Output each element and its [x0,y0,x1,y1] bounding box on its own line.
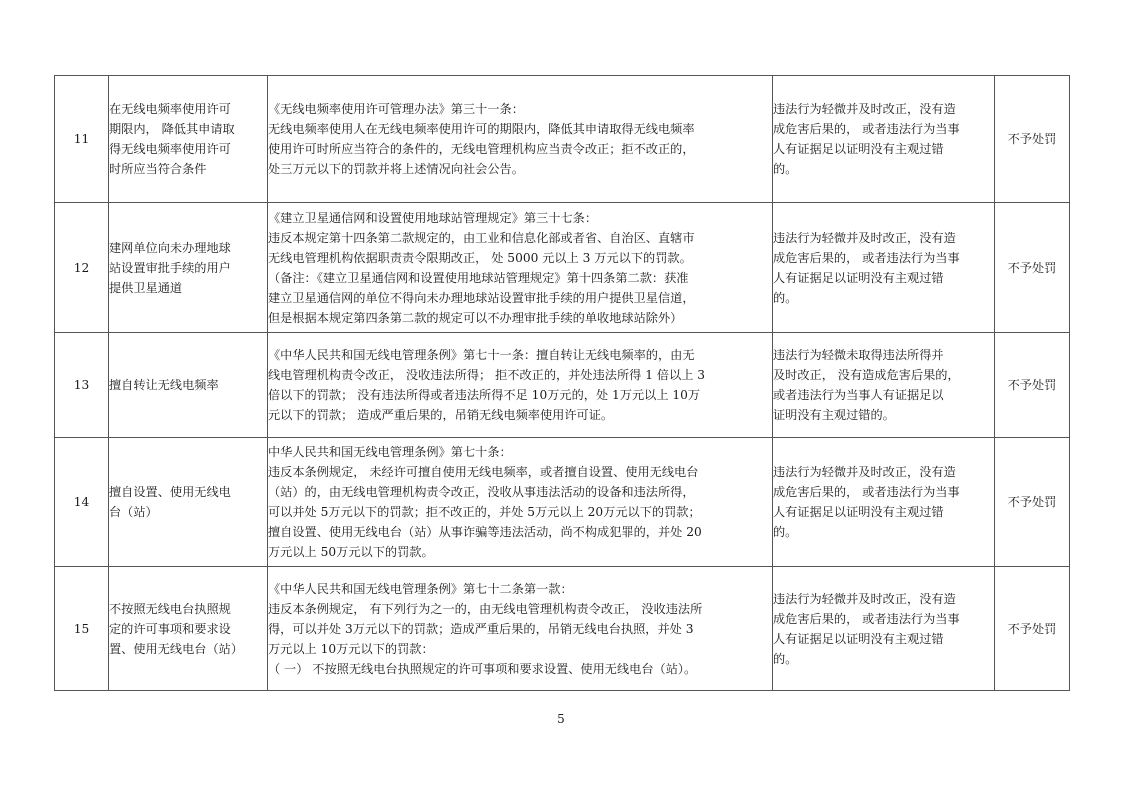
exemption-condition: 违法行为轻微未取得违法所得并 及时改正， 没有造成危害后果的， 或者违法行为当事人有证据足以 证明没有主观过错的。 [773,333,995,438]
row-number: 11 [55,76,109,203]
violation-item: 擅自设置、使用无线电 台（站） [109,438,268,567]
penalty-result: 不予处罚 [995,76,1070,203]
table-row [55,203,1070,333]
violation-item: 在无线电频率使用许可 期限内， 降低其申请取 得无线电频率使用许可 时所应当符合条件 [109,76,268,203]
row-number: 14 [55,438,109,567]
penalty-result: 不予处罚 [995,203,1070,333]
exemption-condition: 违法行为轻微并及时改正，没有造 成危害后果的， 或者违法行为当事 人有证据足以证明没有主观过错 的。 [773,567,995,691]
legal-basis: 《中华人民共和国无线电管理条例》第七十一条：擅自转让无线电频率的，由无 线电管理机构责令改正， 没收违法所得； 拒不改正的，并处违法所得 1 倍以上 3 倍以下的罚款； 没有违法所得或者违法所得不足 10万元的，处 1万元以上 10万 元以下的罚款； 造成严重后果的，吊销无线电频率使用许可证。 [268,333,773,438]
violation-item: 不按照无线电台执照规 定的许可事项和要求设 置、使用无线电台（站） [109,567,268,691]
table-row [55,333,1070,438]
violation-item: 擅自转让无线电频率 [109,333,268,438]
legal-basis: 《无线电频率使用许可管理办法》第三十一条： 无线电频率使用人在无线电频率使用许可的期限内，降低其申请取得无线电频率 使用许可时所应当符合的条件的，无线电管理机构应当责令改正；拒不改正的， 处三万元以下的罚款并将上述情况向社会公告。 [268,76,773,203]
table-row [55,567,1070,691]
exemption-condition: 违法行为轻微并及时改正，没有造 成危害后果的， 或者违法行为当事 人有证据足以证明没有主观过错 的。 [773,203,995,333]
exemption-condition: 违法行为轻微并及时改正，没有造 成危害后果的， 或者违法行为当事 人有证据足以证明没有主观过错 的。 [773,438,995,567]
legal-basis: 中华人民共和国无线电管理条例》第七十条： 违反本条例规定， 未经许可擅自使用无线电频率，或者擅自设置、使用无线电台 （站）的，由无线电管理机构责令改正，没收从事违法活动的设备和违法所得， 可以并处 5万元以下的罚款；拒不改正的，并处 5万元以上 20万元以下的罚款； 擅自设置、使用无线电台（站）从事诈骗等违法活动，尚不构成犯罪的，并处 20 万元以上 50万元以下的罚款。 [268,438,773,567]
row-number: 12 [55,203,109,333]
penalty-result: 不予处罚 [995,438,1070,567]
row-number: 15 [55,567,109,691]
table-row [55,76,1070,203]
page-number: 5 [557,712,565,726]
table-row [55,438,1070,567]
row-number: 13 [55,333,109,438]
legal-basis: 《中华人民共和国无线电管理条例》第七十二条第一款： 违反本条例规定， 有下列行为之一的，由无线电管理机构责令改正， 没收违法所 得，可以并处 3万元以下的罚款；造成严重后果的，吊销无线电台执照，并处 3 万元以上 10万元以下的罚款： （ 一） 不按照无线电台执照规定的许可事项和要求设置、使用无线电台（站）。 [268,567,773,691]
penalty-result: 不予处罚 [995,567,1070,691]
penalty-exemption-table [54,75,1070,691]
legal-basis: 《建立卫星通信网和设置使用地球站管理规定》第三十七条： 违反本规定第十四条第二款规定的，由工业和信息化部或者省、自治区、直辖市 无线电管理机构依据职责责令限期改正， 处 5000 元以上 3 万元以下的罚款。 （备注：《建立卫星通信网和设置使用地球站管理规定》第十四条第二款：获准 建立卫星通信网的单位不得向未办理地球站设置审批手续的用户提供卫星信道， 但是根据本规定第四条第二款的规定可以不办理审批手续的单收地球站除外） [268,203,773,333]
penalty-result: 不予处罚 [995,333,1070,438]
violation-item: 建网单位向未办理地球 站设置审批手续的用户 提供卫星通道 [109,203,268,333]
exemption-condition: 违法行为轻微并及时改正，没有造 成危害后果的， 或者违法行为当事 人有证据足以证明没有主观过错 的。 [773,76,995,203]
